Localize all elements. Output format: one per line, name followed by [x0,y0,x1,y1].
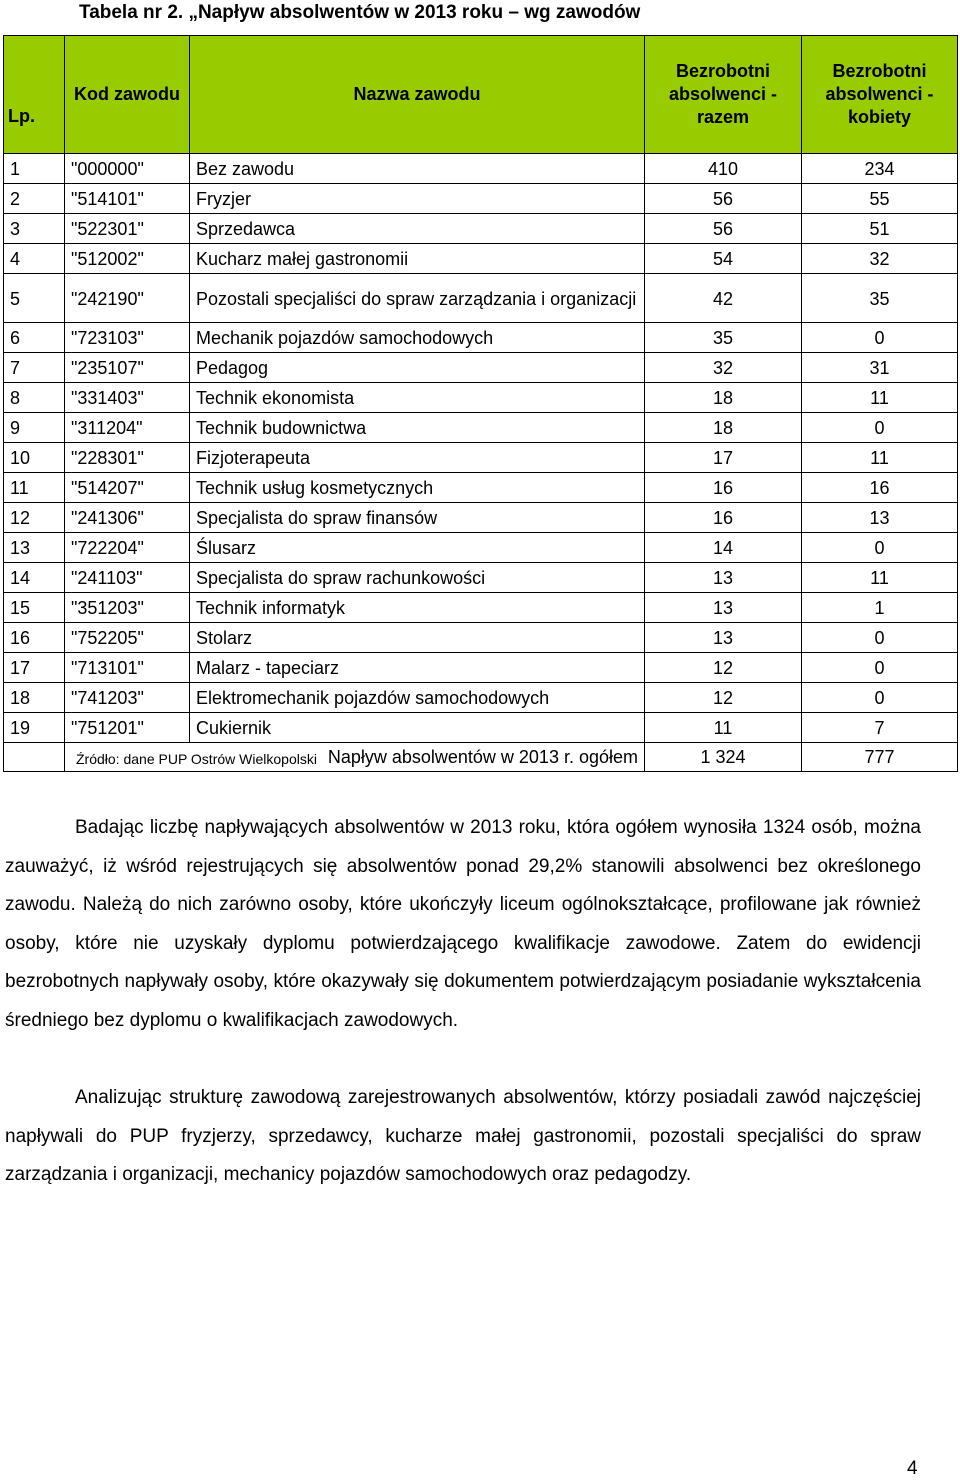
cell-kod: "713101" [65,653,190,683]
table-row [4,323,958,353]
cell-kobiety: 31 [802,353,958,383]
source-note: Źródło: dane PUP Ostrów Wielkopolski [76,751,317,767]
cell-kod: "741203" [65,683,190,713]
cell-nazwa: Fryzjer [190,184,645,214]
total-label: Napływ absolwentów w 2013 r. ogółem [65,743,645,772]
cell-lp: 18 [4,683,65,713]
cell-kobiety: 35 [802,274,958,323]
cell-razem: 13 [645,623,802,653]
cell-nazwa: Pozostali specjaliści do spraw zarządzania i organizacji [190,274,645,323]
table-row [4,533,958,563]
cell-nazwa: Malarz - tapeciarz [190,653,645,683]
table-row [4,443,958,473]
cell-razem: 18 [645,413,802,443]
table-row [4,184,958,214]
cell-nazwa: Stolarz [190,623,645,653]
cell-lp: 4 [4,244,65,274]
cell-kobiety: 0 [802,623,958,653]
table-row [4,593,958,623]
cell-kod: "241306" [65,503,190,533]
cell-kobiety: 234 [802,154,958,184]
table-row [4,214,958,244]
cell-kobiety: 7 [802,713,958,743]
cell-nazwa: Technik ekonomista [190,383,645,413]
cell-nazwa: Specjalista do spraw finansów [190,503,645,533]
cell-kobiety: 13 [802,503,958,533]
cell-kobiety: 51 [802,214,958,244]
header-razem: Bezrobotni absolwenci - razem [645,36,802,154]
cell-razem: 12 [645,653,802,683]
cell-kobiety: 0 [802,413,958,443]
cell-razem: 16 [645,503,802,533]
cell-lp: 14 [4,563,65,593]
cell-razem: 32 [645,353,802,383]
cell-kod: "723103" [65,323,190,353]
cell-kod: "514101" [65,184,190,214]
cell-razem: 54 [645,244,802,274]
total-kobiety: 777 [802,743,958,772]
cell-razem: 56 [645,184,802,214]
table-row [4,623,958,653]
cell-lp: 3 [4,214,65,244]
table-title: Tabela nr 2. „Napływ absolwentów w 2013 roku – wg zawodów [79,2,641,23]
cell-nazwa: Kucharz małej gastronomii [190,244,645,274]
cell-razem: 16 [645,473,802,503]
header-kod: Kod zawodu [65,36,190,154]
table-row [4,274,958,323]
cell-kod: "351203" [65,593,190,623]
cell-razem: 35 [645,323,802,353]
cell-kod: "512002" [65,244,190,274]
cell-kobiety: 55 [802,184,958,214]
page-number: 4 [907,1458,918,1479]
cell-lp: 13 [4,533,65,563]
header-nazwa: Nazwa zawodu [190,36,645,154]
cell-nazwa: Technik budownictwa [190,413,645,443]
header-lp: Lp. [4,36,65,154]
table-row [4,244,958,274]
table-row [4,713,958,743]
cell-lp: 2 [4,184,65,214]
paragraph-2 [5,1079,921,1195]
cell-kobiety: 11 [802,563,958,593]
table-row [4,563,958,593]
cell-razem: 11 [645,713,802,743]
cell-lp: 15 [4,593,65,623]
cell-nazwa: Elektromechanik pojazdów samochodowych [190,683,645,713]
cell-nazwa: Cukiernik [190,713,645,743]
cell-kobiety: 11 [802,383,958,413]
cell-lp: 17 [4,653,65,683]
table-row [4,683,958,713]
cell-lp: 8 [4,383,65,413]
cell-razem: 56 [645,214,802,244]
cell-lp: 6 [4,323,65,353]
table-row [4,503,958,533]
cell-kod: "751201" [65,713,190,743]
cell-nazwa: Technik informatyk [190,593,645,623]
cell-lp: 19 [4,713,65,743]
total-empty [4,743,65,772]
table-header-row [4,36,958,154]
cell-nazwa: Bez zawodu [190,154,645,184]
table-row [4,413,958,443]
cell-kod: "242190" [65,274,190,323]
cell-nazwa: Ślusarz [190,533,645,563]
cell-razem: 42 [645,274,802,323]
cell-kod: "752205" [65,623,190,653]
cell-kod: "514207" [65,473,190,503]
cell-lp: 11 [4,473,65,503]
cell-kod: "311204" [65,413,190,443]
cell-kobiety: 0 [802,653,958,683]
table-row [4,473,958,503]
cell-kod: "331403" [65,383,190,413]
cell-kod: "235107" [65,353,190,383]
paragraph-1 [5,809,921,1040]
cell-kod: "722204" [65,533,190,563]
cell-nazwa: Technik usług kosmetycznych [190,473,645,503]
header-kobiety: Bezrobotni absolwenci - kobiety [802,36,958,154]
table-row [4,154,958,184]
cell-lp: 10 [4,443,65,473]
table-body [4,154,958,743]
cell-lp: 16 [4,623,65,653]
cell-razem: 17 [645,443,802,473]
cell-kobiety: 11 [802,443,958,473]
table-row [4,383,958,413]
cell-nazwa: Pedagog [190,353,645,383]
cell-lp: 1 [4,154,65,184]
cell-kod: "241103" [65,563,190,593]
cell-lp: 7 [4,353,65,383]
cell-lp: 9 [4,413,65,443]
cell-nazwa: Fizjoterapeuta [190,443,645,473]
cell-razem: 13 [645,563,802,593]
cell-razem: 12 [645,683,802,713]
cell-kobiety: 32 [802,244,958,274]
paragraph-1-text: Badając liczbę napływających absolwentów w 2013 roku, która ogółem wynosiła 1324 osób, można zauważyć, iż wśród rejestrujących się absolwentów ponad 29,2% stanowili absolwenci bez określonego zawodu. Należą do nich zarówno osoby, które ukończyły liceum ogólnokształcące, profilowane jak również osoby, które nie uzyskały dyplomu potwierdzającego kwalifikacje zawodowe. Zatem do ewidencji bezrobotnych napływały osoby, które okazywały się dokumentem potwierdzającym posiadanie wykształcenia średniego bez dyplomu o kwalifikacjach zawodowych. [5,817,921,1031]
cell-razem: 18 [645,383,802,413]
cell-nazwa: Specjalista do spraw rachunkowości [190,563,645,593]
cell-razem: 13 [645,593,802,623]
cell-kod: "000000" [65,154,190,184]
cell-kobiety: 0 [802,683,958,713]
cell-nazwa: Mechanik pojazdów samochodowych [190,323,645,353]
cell-kobiety: 16 [802,473,958,503]
cell-kobiety: 0 [802,323,958,353]
cell-lp: 12 [4,503,65,533]
cell-razem: 14 [645,533,802,563]
cell-nazwa: Sprzedawca [190,214,645,244]
cell-kod: "228301" [65,443,190,473]
table-row [4,353,958,383]
cell-kobiety: 0 [802,533,958,563]
cell-kobiety: 1 [802,593,958,623]
cell-kod: "522301" [65,214,190,244]
cell-lp: 5 [4,274,65,323]
table-row [4,653,958,683]
cell-razem: 410 [645,154,802,184]
total-razem: 1 324 [645,743,802,772]
paragraph-2-text: Analizując strukturę zawodową zarejestrowanych absolwentów, którzy posiadali zawód najczęściej napływali do PUP fryzjerzy, sprzedawcy, kucharze małej gastronomii, pozostali specjaliści do spraw zarządzania i organizacji, mechanicy pojazdów samochodowych oraz pedagodzy. [5,1087,921,1185]
graduates-table [3,35,958,772]
